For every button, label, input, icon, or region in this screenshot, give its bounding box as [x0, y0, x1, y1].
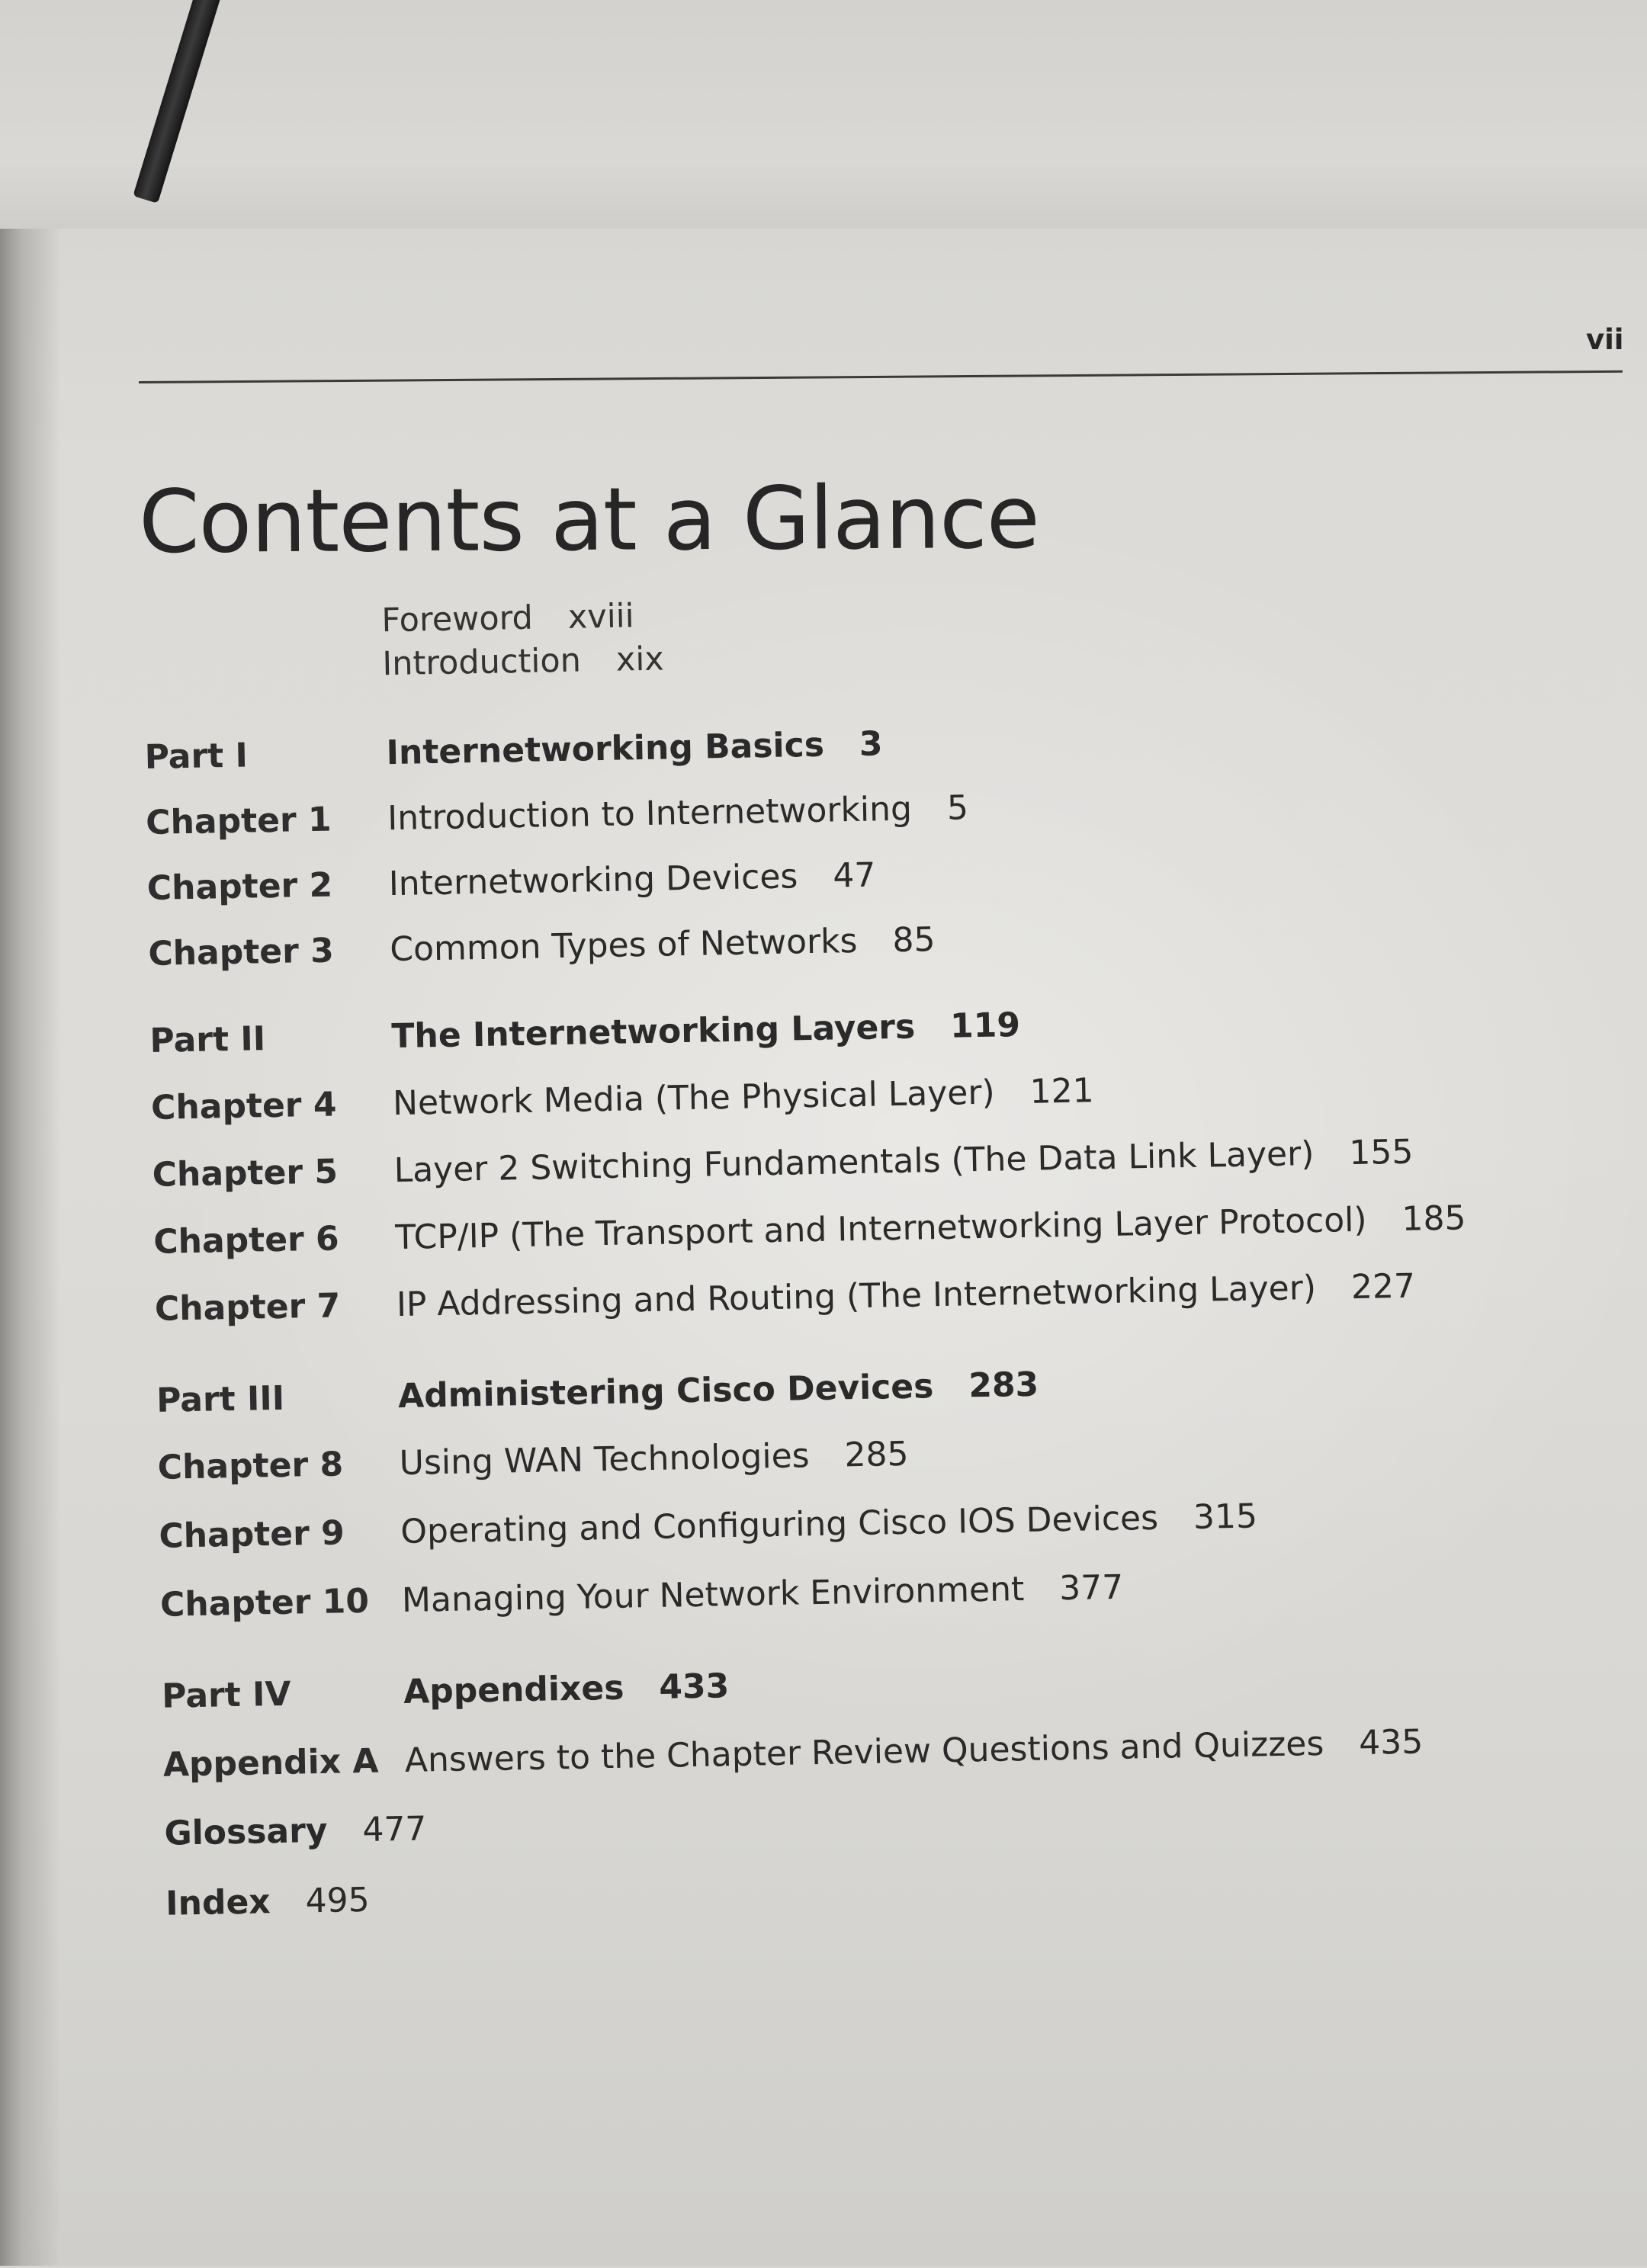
- chapter-entry: [399, 1435, 909, 1483]
- chapter-page: 285: [844, 1434, 909, 1475]
- page-number: vii: [1586, 323, 1624, 356]
- part-entry: [398, 1365, 1039, 1416]
- chapter-label: Chapter 5: [152, 1152, 339, 1195]
- part-page: 283: [968, 1365, 1039, 1406]
- chapter-title: Managing Your Network Environment: [401, 1570, 1025, 1621]
- part-page: 433: [658, 1667, 730, 1707]
- part-title: The Internetworking Layers: [391, 1007, 916, 1057]
- page-title: Contents at a Glance: [138, 466, 1040, 573]
- chapter-label: Chapter 2: [146, 865, 333, 908]
- chapter-page: 155: [1348, 1132, 1414, 1173]
- toc-front-introduction: [382, 640, 664, 684]
- part-page: 3: [859, 724, 883, 764]
- part-entry: [403, 1667, 730, 1711]
- chapter-page: 85: [891, 920, 936, 961]
- chapter-entry: [395, 1198, 1466, 1257]
- chapter-page: 121: [1029, 1071, 1095, 1112]
- chapter-label: Chapter 3: [147, 931, 335, 974]
- chapter-label: Appendix A: [162, 1741, 379, 1785]
- chapter-title: Introduction to Internetworking: [387, 789, 913, 839]
- part-title: Administering Cisco Devices: [397, 1367, 934, 1416]
- chapter-entry: [387, 788, 969, 838]
- back-matter-page: 495: [305, 1880, 371, 1921]
- chapter-label: Chapter 8: [157, 1445, 344, 1487]
- chapter-entry: [393, 1133, 1414, 1190]
- chapter-title: Operating and Configuring Cisco IOS Devices: [400, 1498, 1159, 1552]
- chapter-page: 377: [1058, 1567, 1124, 1609]
- chapter-title: Using WAN Technologies: [399, 1436, 811, 1484]
- toc-index: [165, 1881, 370, 1923]
- chapter-entry: [400, 1496, 1258, 1551]
- chapter-label: Chapter 4: [150, 1085, 337, 1128]
- front-matter-name: Introduction: [382, 641, 582, 684]
- chapter-label: Chapter 9: [158, 1513, 345, 1556]
- chapter-label: Chapter 10: [159, 1581, 370, 1625]
- chapter-label: Chapter 6: [152, 1219, 340, 1262]
- part-entry: [386, 724, 883, 772]
- chapter-page: 185: [1401, 1198, 1466, 1239]
- chapter-page: 47: [832, 855, 876, 896]
- chapter-page: 315: [1193, 1496, 1258, 1537]
- part-title: Internetworking Basics: [386, 725, 825, 773]
- chapter-title: Internetworking Devices: [388, 857, 798, 904]
- chapter-title: TCP/IP (The Transport and Internetworking Layer Protocol): [394, 1200, 1368, 1258]
- chapter-page: 435: [1358, 1722, 1424, 1763]
- chapter-title: Network Media (The Physical Layer): [392, 1073, 996, 1124]
- chapter-page: 5: [946, 788, 969, 828]
- chapter-entry: [393, 1071, 1094, 1123]
- part-label: Part III: [156, 1378, 285, 1420]
- part-label: Part I: [144, 736, 249, 778]
- part-title: Appendixes: [403, 1668, 624, 1712]
- chapter-title: IP Addressing and Routing (The Internetworking Layer): [396, 1268, 1317, 1325]
- chapter-entry: [390, 920, 936, 969]
- chapter-entry: [404, 1723, 1423, 1780]
- chapter-label: Chapter 7: [154, 1286, 341, 1329]
- front-matter-page: xix: [615, 640, 665, 679]
- back-matter-name: Index: [165, 1882, 271, 1923]
- chapter-entry: [396, 1267, 1415, 1324]
- chapter-entry: [402, 1568, 1124, 1620]
- chapter-title: Layer 2 Switching Fundamentals (The Data Link Layer): [393, 1134, 1315, 1191]
- part-label: Part IV: [161, 1674, 291, 1716]
- chapter-entry: [388, 855, 875, 903]
- part-entry: [391, 1006, 1020, 1056]
- chapter-label: Chapter 1: [145, 800, 332, 843]
- front-matter-page: xviii: [567, 597, 635, 637]
- back-matter-name: Glossary: [164, 1811, 328, 1853]
- toc-glossary: [164, 1809, 427, 1853]
- part-page: 119: [949, 1006, 1021, 1046]
- front-matter-name: Foreword: [381, 598, 534, 640]
- back-matter-page: 477: [361, 1809, 427, 1850]
- chapter-page: 227: [1350, 1266, 1416, 1307]
- toc-front-foreword: [381, 597, 634, 640]
- chapter-title: Common Types of Networks: [389, 921, 858, 970]
- part-label: Part II: [149, 1019, 266, 1060]
- chapter-title: Answers to the Chapter Review Questions and Quizzes: [404, 1724, 1324, 1780]
